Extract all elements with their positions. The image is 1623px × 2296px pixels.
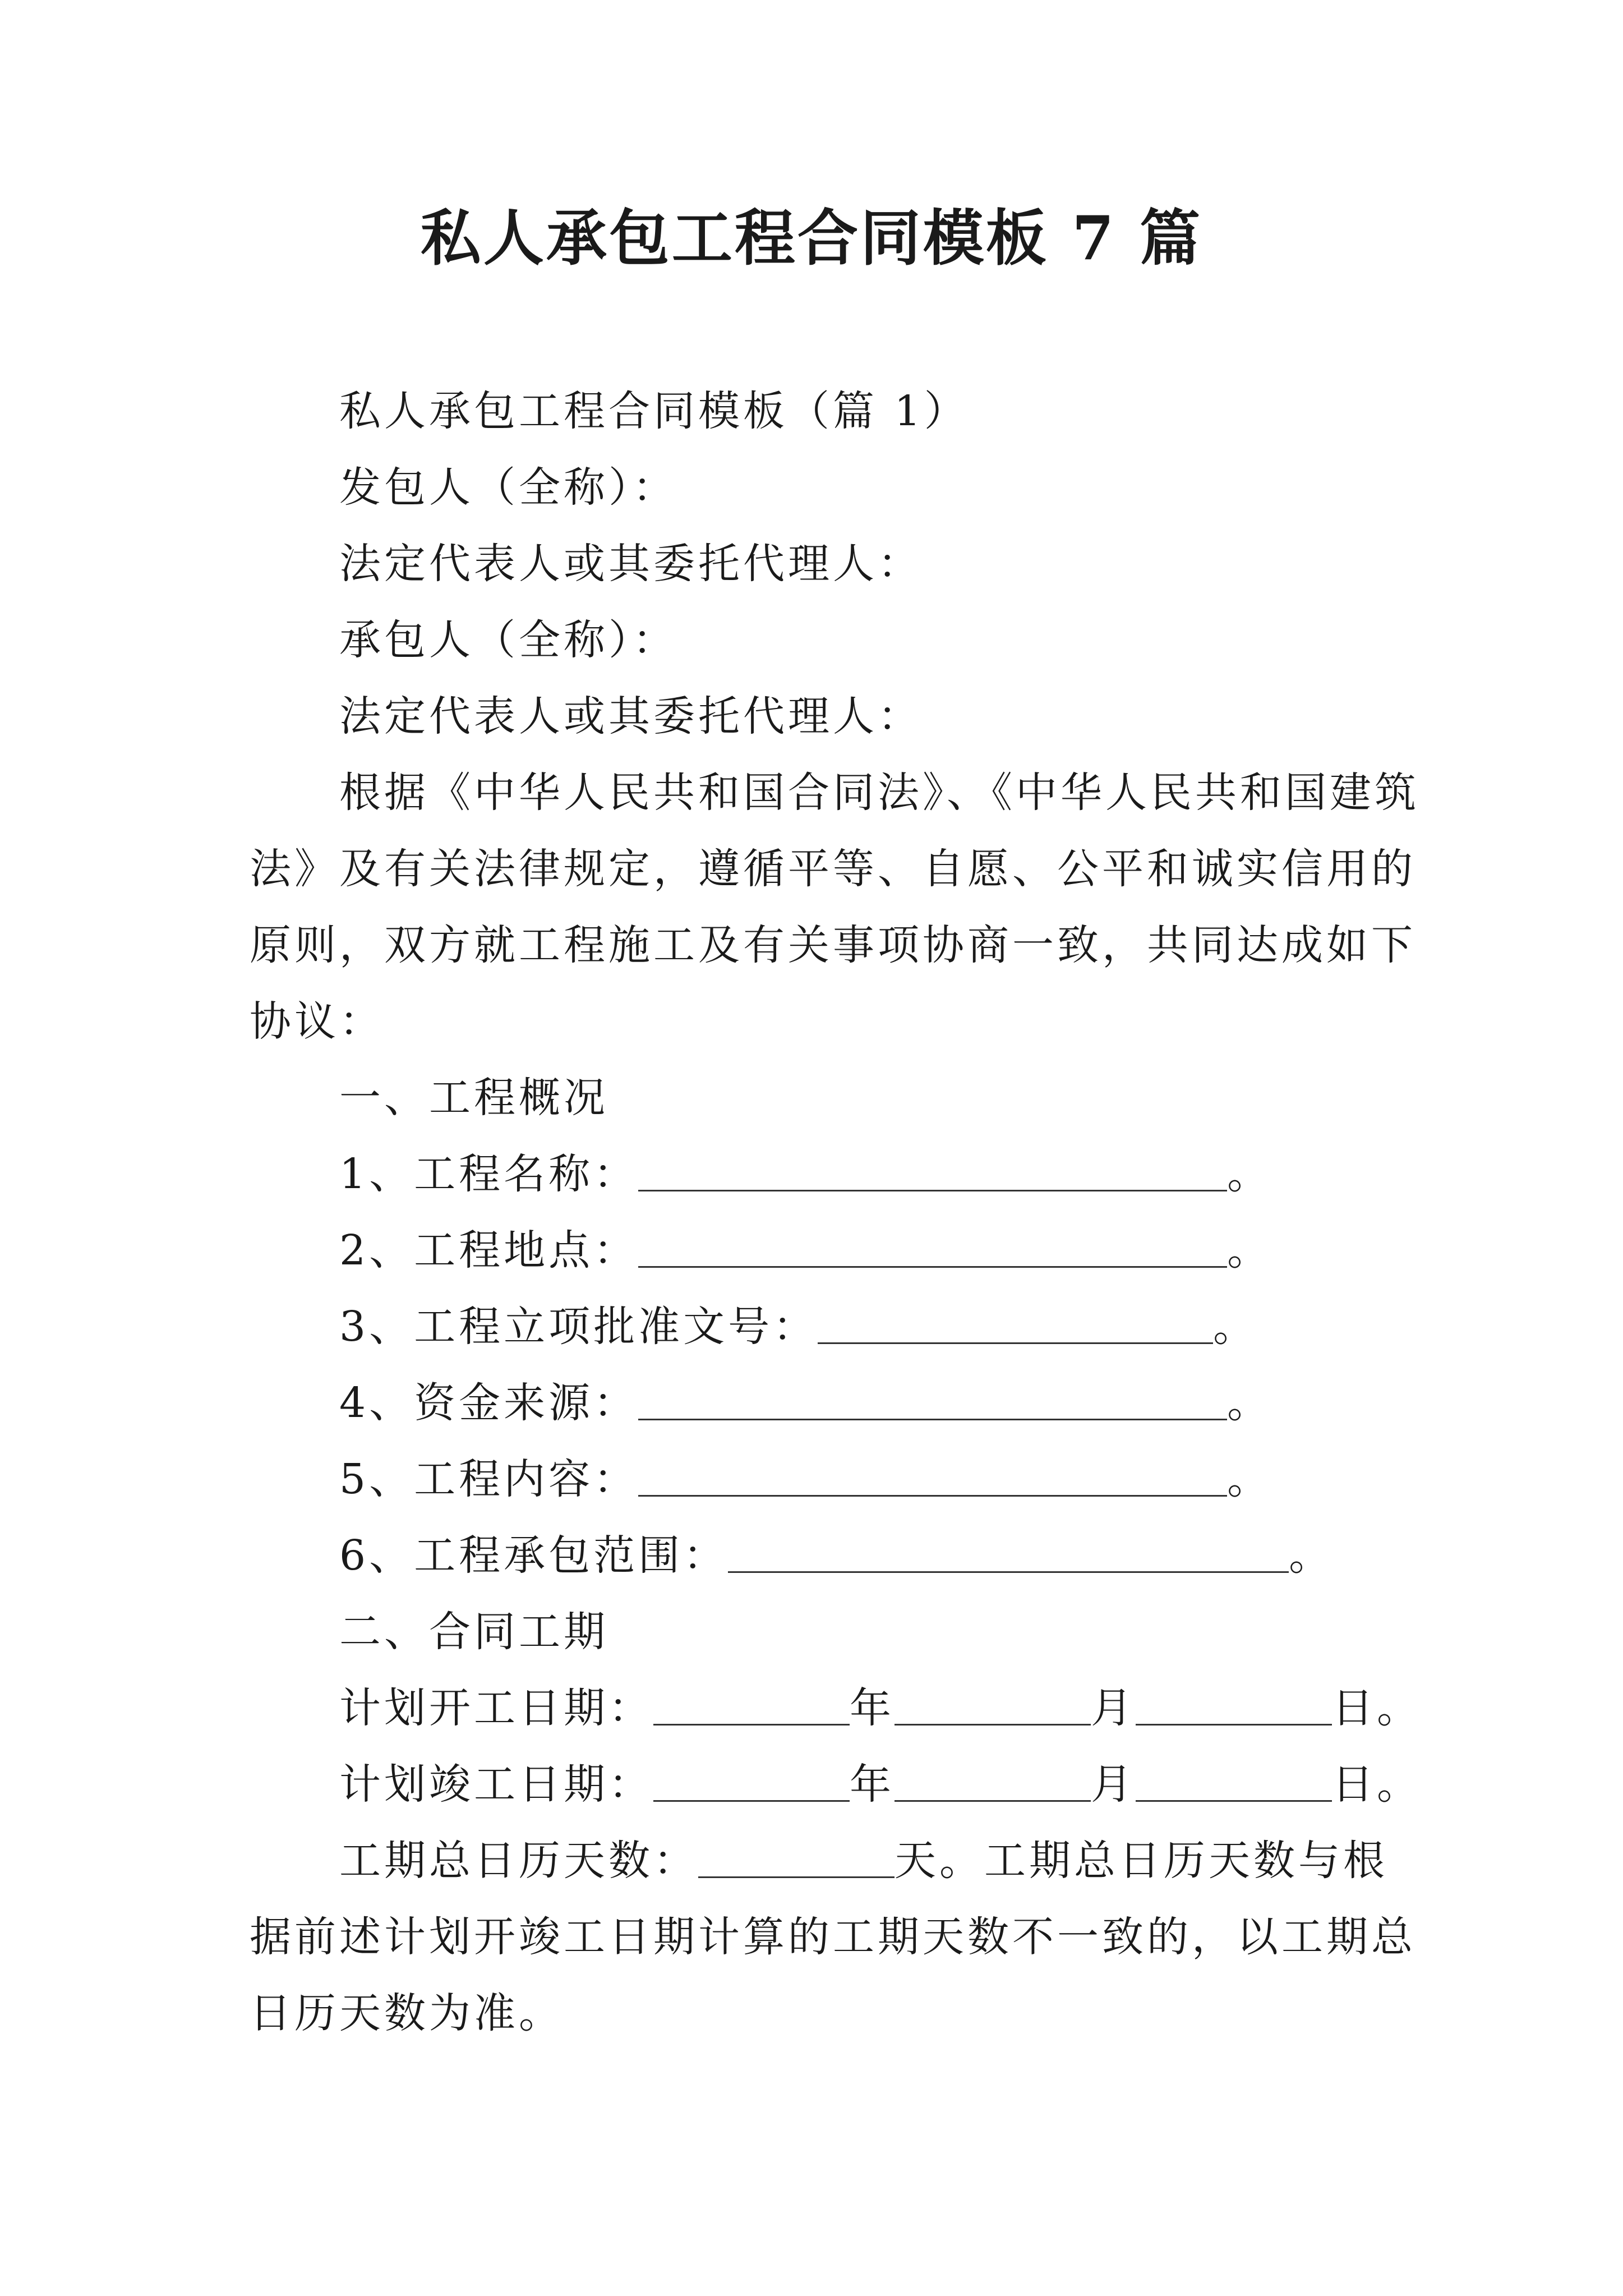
preamble-line: 法》及有关法律规定，遵循平等、自愿、公平和诚实信用的	[250, 845, 1416, 893]
project-location-blank[interactable]	[638, 1234, 1227, 1268]
year-label: 年	[850, 1760, 895, 1809]
year-label: 年	[850, 1684, 895, 1732]
field-label: 4、资金来源：	[339, 1379, 639, 1427]
contract-scope-blank[interactable]	[728, 1539, 1289, 1573]
field-label: 计划开工日期：	[339, 1684, 653, 1732]
funding-source-row	[250, 1365, 1382, 1441]
day-label: 日。	[1332, 1684, 1422, 1732]
end-day-blank[interactable]	[1136, 1768, 1332, 1802]
field-label: 1、工程名称：	[339, 1150, 639, 1198]
project-content-blank[interactable]	[638, 1462, 1227, 1497]
party-a-rep-label: 法定代表人或其委托代理人：	[339, 540, 923, 588]
preamble-line: 协议：	[250, 997, 384, 1046]
preamble-line: 根据《中华人民共和国合同法》、《中华人民共和国建筑	[339, 769, 1419, 817]
end-year-blank[interactable]	[653, 1768, 850, 1802]
document-body	[250, 373, 1422, 2051]
day-label: 日。	[1332, 1760, 1422, 1809]
field-label: 3、工程立项批准文号：	[339, 1303, 818, 1351]
field-label: 工期总日历天数：	[339, 1837, 698, 1885]
field-suffix: 。	[1289, 1531, 1334, 1580]
field-suffix: 。	[1213, 1303, 1258, 1351]
project-location-row	[250, 1212, 1382, 1289]
project-name-blank[interactable]	[638, 1157, 1227, 1191]
field-label: 计划竣工日期：	[339, 1760, 653, 1809]
start-day-blank[interactable]	[1136, 1691, 1332, 1726]
party-b-rep-label: 法定代表人或其委托代理人：	[339, 692, 923, 740]
start-year-blank[interactable]	[653, 1691, 850, 1726]
month-label: 月	[1091, 1760, 1136, 1809]
document-title: 私人承包工程合同模板 7 篇	[420, 203, 1203, 274]
contract-scope-row	[250, 1517, 1382, 1594]
field-label: 6、工程承包范围：	[339, 1531, 728, 1580]
duration-line: 据前述计划开竣工日期计算的工期天数不一致的，以工期总	[250, 1913, 1416, 1961]
duration-days-blank[interactable]	[698, 1844, 895, 1878]
section-title-overview: 一、工程概况	[339, 1074, 608, 1122]
duration-row	[250, 1823, 1388, 1899]
field-suffix: 。	[1227, 1226, 1272, 1274]
approval-number-blank[interactable]	[818, 1310, 1213, 1344]
party-b-label: 承包人（全称）：	[339, 616, 677, 664]
duration-text: 天。工期总日历天数与根	[895, 1837, 1388, 1885]
party-a-label: 发包人（全称）：	[339, 463, 677, 512]
preamble-line: 原则，双方就工程施工及有关事项协商一致，共同达成如下	[250, 921, 1416, 969]
project-content-row	[250, 1441, 1382, 1517]
end-date-row	[250, 1746, 1422, 1823]
duration-line: 日历天数为准。	[250, 1989, 564, 2037]
funding-source-blank[interactable]	[638, 1386, 1227, 1420]
field-suffix: 。	[1227, 1455, 1272, 1503]
end-month-blank[interactable]	[895, 1768, 1091, 1802]
field-label: 2、工程地点：	[339, 1226, 639, 1274]
contract-heading: 私人承包工程合同模板（篇 1）	[339, 387, 969, 435]
field-suffix: 。	[1227, 1379, 1272, 1427]
project-name-row	[250, 1136, 1382, 1212]
month-label: 月	[1091, 1684, 1136, 1732]
start-date-row	[250, 1670, 1422, 1746]
start-month-blank[interactable]	[895, 1691, 1091, 1726]
field-suffix: 。	[1227, 1150, 1272, 1198]
field-label: 5、工程内容：	[339, 1455, 639, 1503]
section-title-duration: 二、合同工期	[339, 1608, 608, 1656]
approval-number-row	[250, 1289, 1382, 1365]
